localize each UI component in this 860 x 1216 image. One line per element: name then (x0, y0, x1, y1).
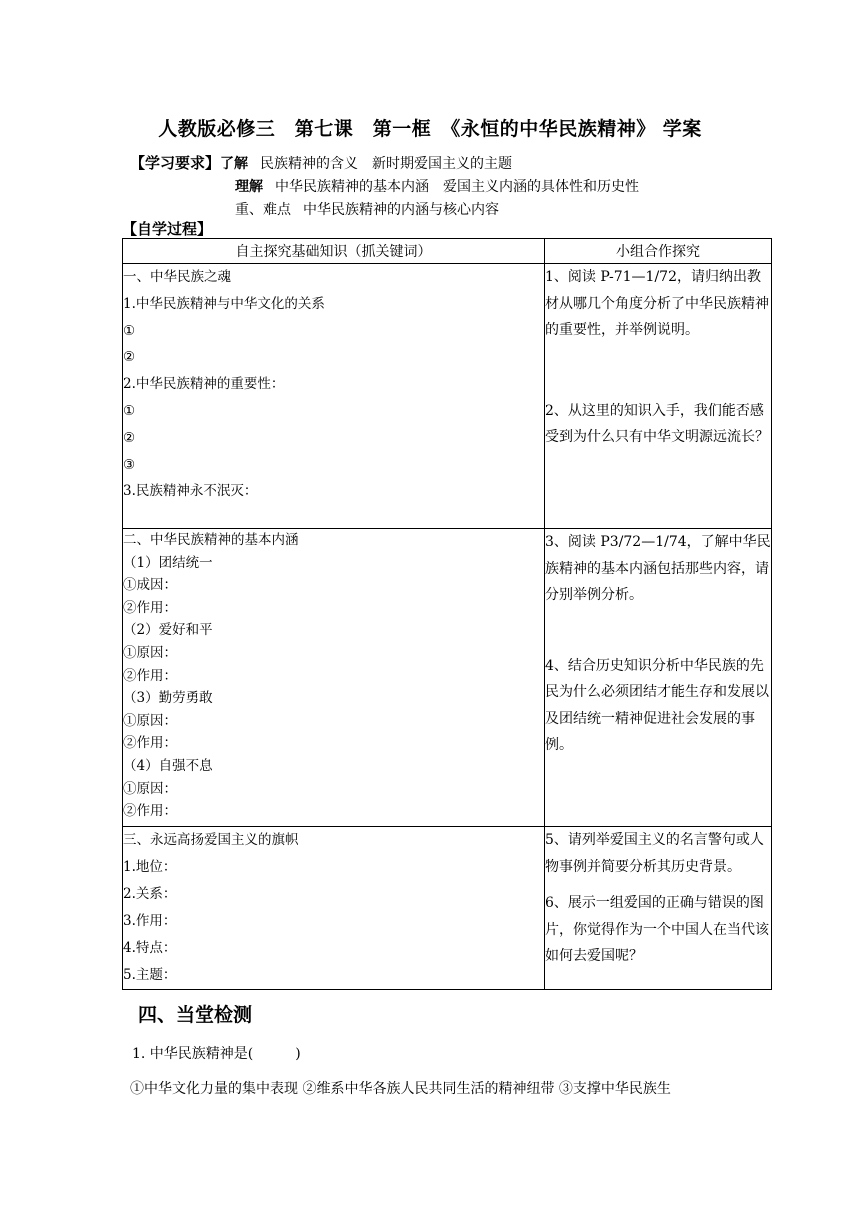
row3-left (123, 827, 545, 990)
question-5: 5、请列举爱国主义的名言警句或人物事例并简要分析其历史背景。 (545, 832, 764, 875)
list-item: 1.中华民族精神与中华文化的关系 (123, 295, 325, 312)
question-2: 2、从这里的知识入手，我们能否感受到为什么只有中华文明源远流长？ (545, 402, 769, 445)
requirements-comprehend (235, 176, 639, 196)
check-question-1: 1. 中华民族精神是( ) (132, 1046, 301, 1062)
requirements-understand (130, 152, 512, 173)
row1-right (545, 264, 772, 529)
row1-left (123, 264, 545, 529)
list-item: 2.中华民族精神的重要性： (123, 376, 285, 393)
list-item: ③ (123, 456, 136, 473)
row2-left (123, 529, 545, 827)
self-study-table (122, 238, 772, 990)
list-item: ① (123, 322, 136, 339)
list-item: ②作用： (123, 803, 177, 820)
table-row (123, 529, 772, 827)
list-item: ①原因： (123, 780, 177, 797)
list-item: ①原因： (123, 644, 177, 661)
list-item: ② (123, 429, 136, 446)
question-6: 6、展示一组爱国的正确与错误的图片，你觉得作为一个中国人在当代该如何去爱国呢？ (545, 895, 769, 964)
check-heading: 四、当堂检测 (138, 1004, 253, 1026)
list-item: ①原因： (123, 712, 177, 729)
row3-right (545, 827, 772, 990)
comprehend-text: 中华民族精神的基本内涵 爱国主义内涵的具体性和历史性 (275, 179, 639, 195)
list-item: 1.地位： (123, 859, 177, 875)
row2-right (545, 529, 772, 827)
list-item: （4）自强不息 (123, 757, 213, 774)
understand-label: 了解 (220, 156, 249, 172)
list-item: ②作用： (123, 667, 177, 684)
page-title: 人教版必修三 第七课 第一框 《永恒的中华民族精神》 学案 (158, 118, 702, 140)
list-item: 5.主题： (123, 967, 177, 983)
list-item: （1）团结统一 (123, 554, 213, 571)
section-heading: 二、中华民族精神的基本内涵 (123, 532, 299, 548)
section-heading: 三、永远高扬爱国主义的旗帜 (123, 832, 299, 848)
section-heading: 一、中华民族之魂 (123, 269, 231, 285)
requirements-key (235, 199, 499, 219)
column-header-right: 小组合作探究 (545, 239, 772, 264)
key-text: 中华民族精神的内涵与核心内容 (303, 202, 499, 218)
table-row (123, 827, 772, 990)
list-item: 2.关系： (123, 886, 177, 902)
list-item: ① (123, 402, 136, 419)
self-study-label: 【自学过程】 (122, 220, 213, 238)
list-item: ②作用： (123, 599, 177, 616)
list-item: （2）爱好和平 (123, 622, 213, 639)
list-item: ②作用： (123, 735, 177, 752)
table-header-row (123, 239, 772, 264)
requirements-label: 【学习要求】 (130, 154, 221, 172)
question-4: 4、结合历史知识分析中华民族的先民为什么必须团结才能生存和发展以及团结统一精神促进社会发展的事例。 (545, 657, 769, 753)
list-item: 3.民族精神永不泯灭： (123, 483, 258, 500)
list-item: ② (123, 349, 136, 366)
column-header-left: 自主探究基础知识（抓关键词） (123, 239, 545, 264)
question-3: 3、阅读 P3/72—1/74，了解中华民族精神的基本内涵包括那些内容，请分别举例分析。 (545, 534, 771, 603)
list-item: （3）勤劳勇敢 (123, 690, 213, 707)
question-1: 1、阅读 P-71—1/72，请归纳出教材从哪几个角度分析了中华民族精神的重要性，并举例说明。 (545, 269, 769, 338)
check-question-1-options: ①中华文化力量的集中表现 ②维系中华各族人民共同生活的精神纽带 ③支撑中华民族生 (130, 1081, 671, 1097)
key-label: 重、难点 (235, 202, 291, 218)
list-item: ①成因： (123, 577, 177, 594)
list-item: 4.特点： (123, 940, 177, 956)
table-row (123, 264, 772, 529)
list-item: 3.作用： (123, 913, 177, 929)
understand-text: 民族精神的含义 新时期爱国主义的主题 (260, 156, 513, 172)
comprehend-label: 理解 (235, 179, 263, 195)
